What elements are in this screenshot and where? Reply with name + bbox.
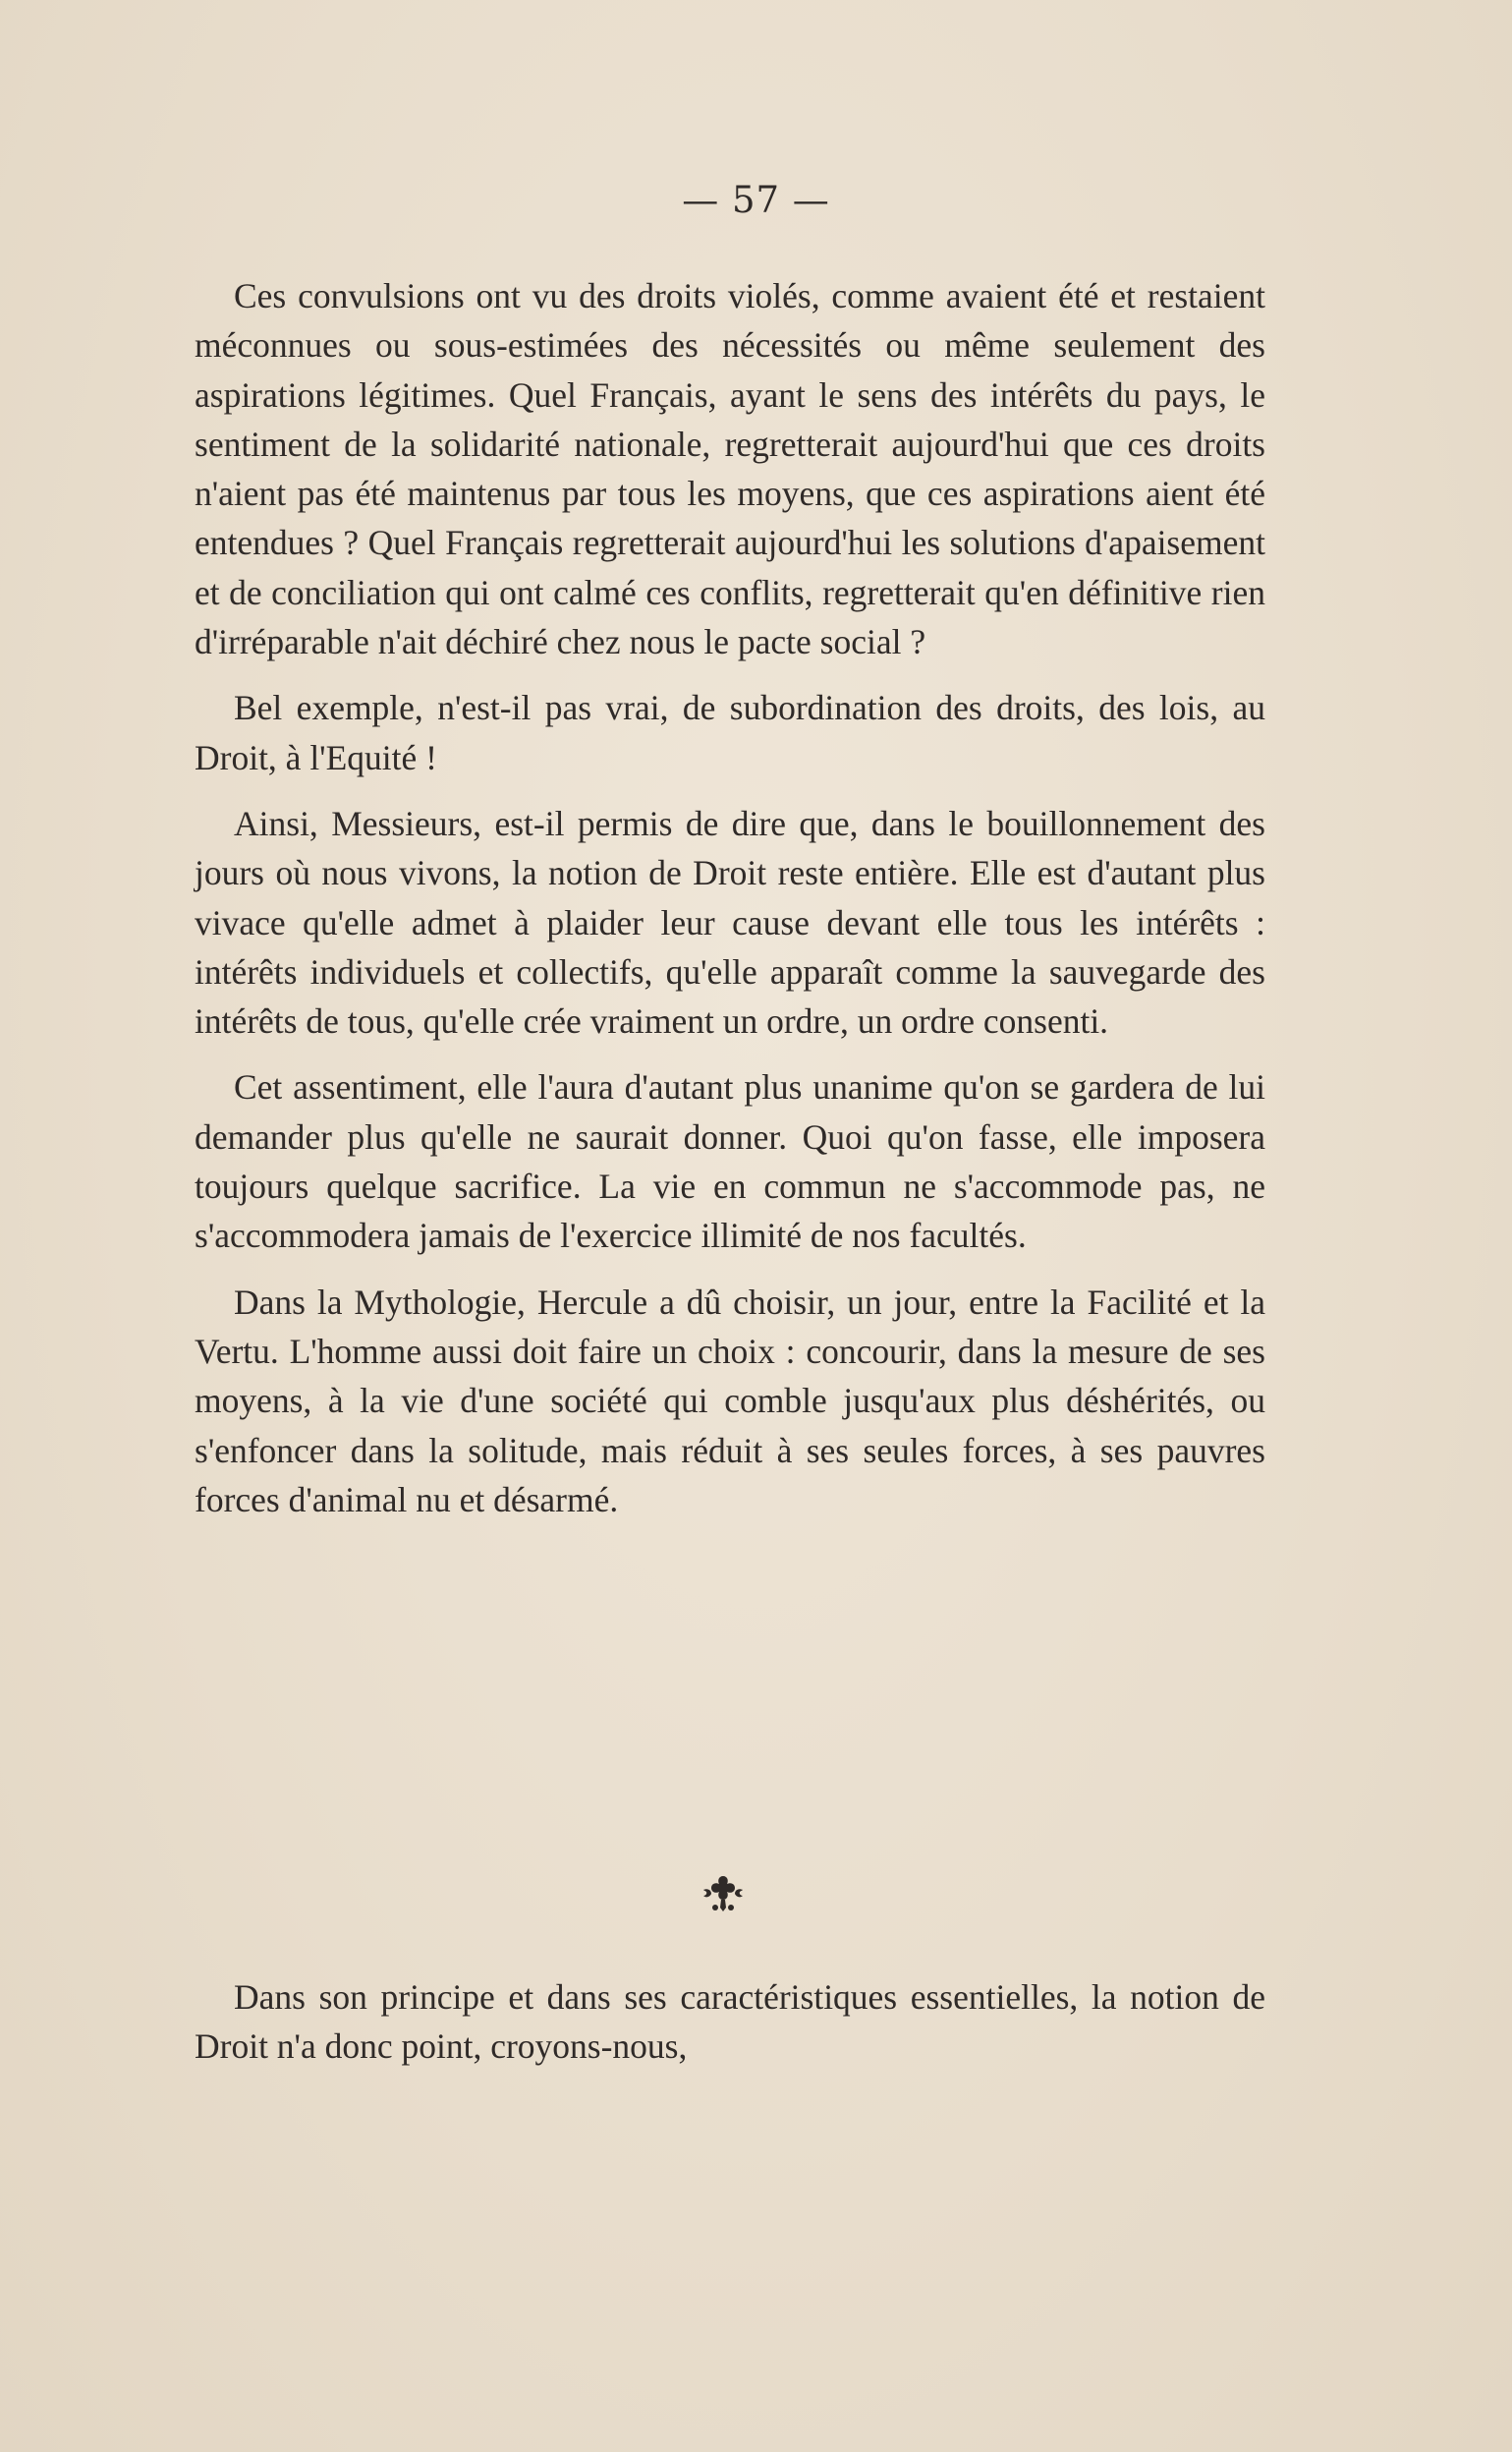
closing-paragraph: Dans son principe et dans ses caractéristiques essentielles, la notion de Droit n'a donc point, croyons-nous, xyxy=(195,1977,1265,2067)
closing-text xyxy=(195,1972,1265,2072)
paragraph-4: Cet assentiment, elle l'aura d'autant plus unanime qu'on se gardera de lui demander plus qu'elle ne saurait donner. Quoi qu'on fasse, elle imposera toujours quelque sacrifice. La vie en commun ne s'accommode pas, ne s'accommodera jamais de l'exercice illimité de nos facultés. xyxy=(195,1067,1265,1256)
body-text xyxy=(195,271,1265,1541)
paragraph-3: Ainsi, Messieurs, est-il permis de dire que, dans le bouillonnement des jours où nous vivons, la notion de Droit reste entière. Elle est d'autant plus vivace qu'elle admet à plaider leur cause devant elle tous les intérêts : intérêts individuels et collectifs, qu'elle apparaît comme la sauvegarde des intérêts de tous, qu'elle crée vraiment un ordre, un ordre consenti. xyxy=(195,803,1265,1042)
fleuron-icon xyxy=(700,1872,747,1915)
paragraph-5: Dans la Mythologie, Hercule a dû choisir, un jour, entre la Facilité et la Vertu. L'homme aussi doit faire un choix : concourir, dans la mesure de ses moyens, à la vie d'une société qui comble jusqu'aux plus déshérités, ou s'enfoncer dans la solitude, mais réduit à ses seules forces, à ses pauvres forces d'animal nu et désarmé. xyxy=(195,1282,1265,1519)
paragraph-1: Ces convulsions ont vu des droits violés, comme avaient été et restaient méconnues ou sous-estimées des nécessités ou même seulement des aspirations légitimes. Quel Français, ayant le sens des intérêts du pays, le sentiment de la solidarité nationale, regretterait aujourd'hui que ces droits n'aient pas été maintenus par tous les moyens, que ces aspirations aient été entendues ? Quel Français regretterait aujourd'hui les solutions d'apaisement et de conciliation qui ont calmé ces conflits, regretterait qu'en définitive rien d'irréparable n'ait déchiré chez nous le pacte social ? xyxy=(195,276,1265,662)
paragraph-2: Bel exemple, n'est-il pas vrai, de subordination des droits, des lois, au Droit, à l'Equité ! xyxy=(195,688,1265,777)
page-number: — 57 — xyxy=(682,179,830,221)
